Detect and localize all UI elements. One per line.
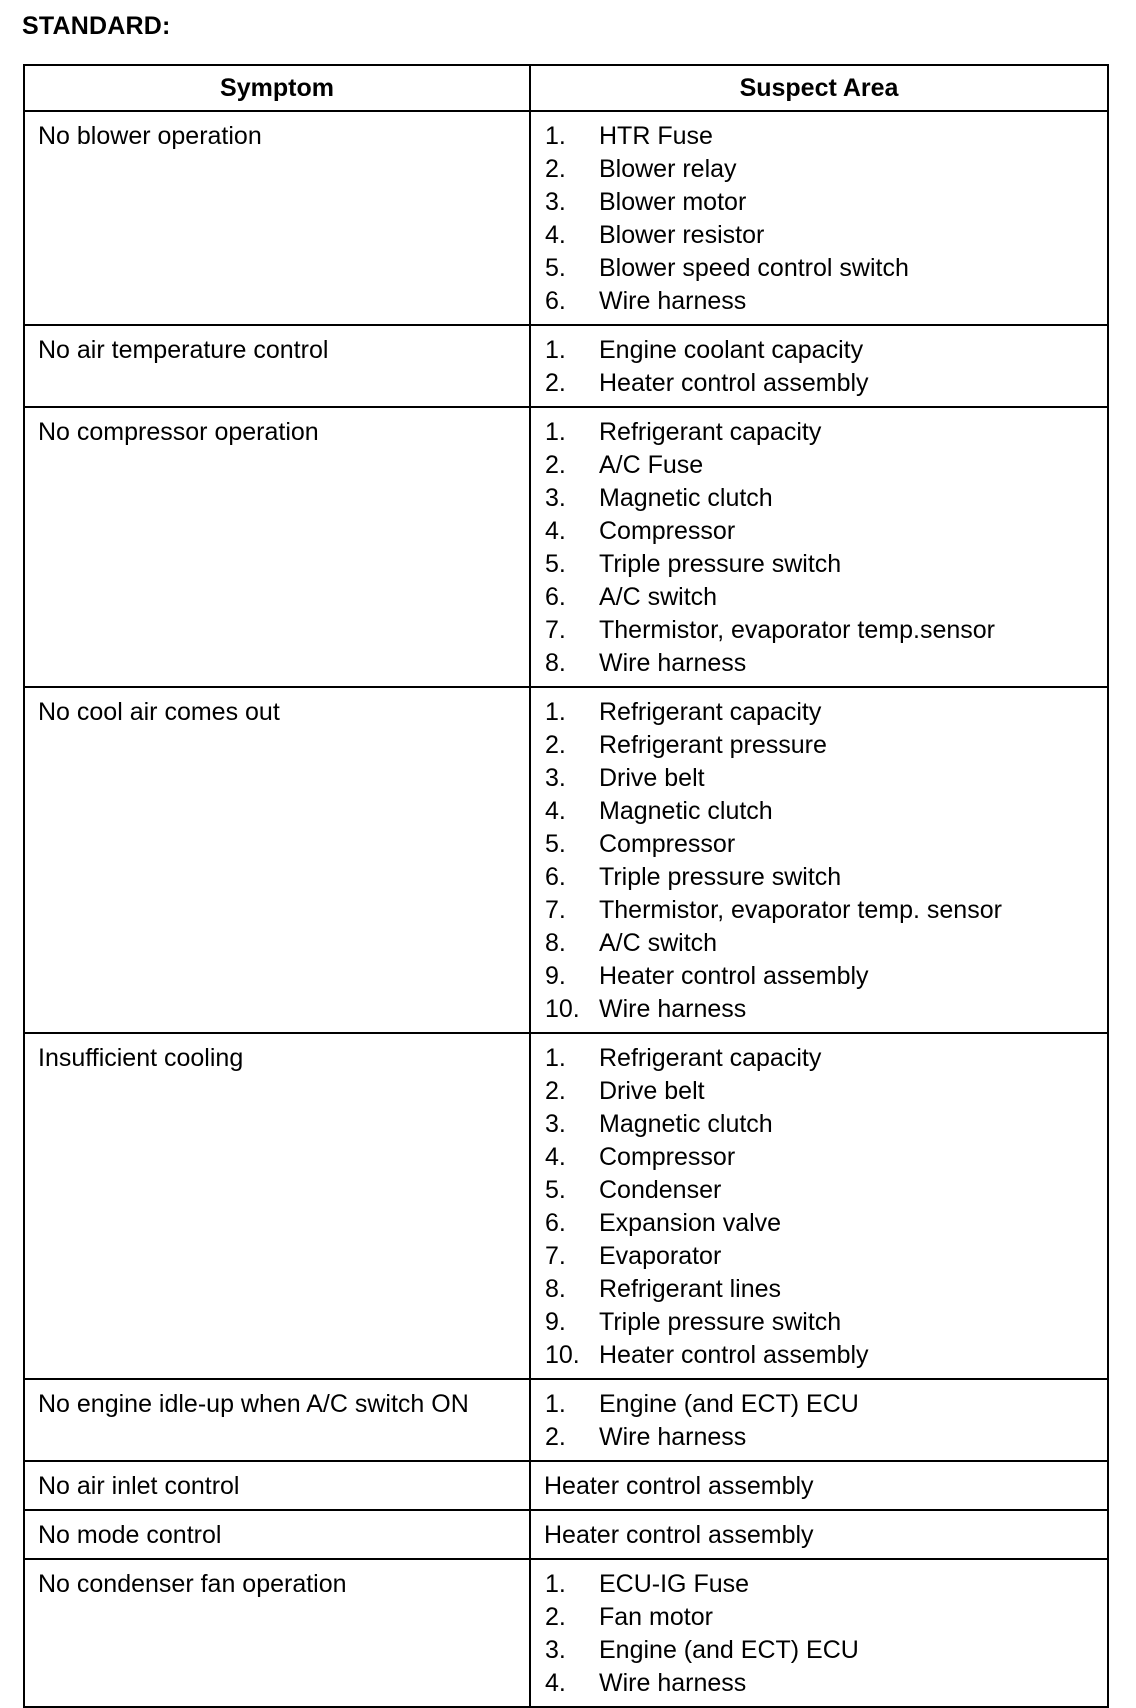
table-row bbox=[24, 407, 1108, 687]
suspect-area-cell: Heater control assembly bbox=[530, 1461, 1108, 1510]
item-text: Magnetic clutch bbox=[599, 1110, 773, 1138]
item-number: 8. bbox=[545, 929, 566, 957]
item-text: Triple pressure switch bbox=[599, 1308, 842, 1336]
item-number: 2. bbox=[545, 1423, 566, 1451]
suspect-area-item bbox=[531, 1207, 1099, 1240]
item-text: Refrigerant capacity bbox=[599, 698, 822, 726]
item-number: 2. bbox=[545, 1603, 566, 1631]
suspect-area-item bbox=[531, 1306, 1099, 1339]
table-header-row bbox=[24, 65, 1108, 111]
item-number: 9. bbox=[545, 962, 566, 990]
item-text: Evaporator bbox=[599, 1242, 722, 1270]
suspect-area-item bbox=[531, 795, 1099, 828]
symptom-cell: No blower operation bbox=[24, 111, 530, 325]
item-text: Expansion valve bbox=[599, 1209, 782, 1237]
item-text: Wire harness bbox=[599, 995, 747, 1023]
item-number: 8. bbox=[545, 1275, 566, 1303]
item-text: Refrigerant capacity bbox=[599, 418, 822, 446]
suspect-area-cell: Heater control assembly bbox=[530, 1510, 1108, 1559]
item-text: Engine (and ECT) ECU bbox=[599, 1636, 859, 1664]
item-number: 4. bbox=[545, 221, 566, 249]
suspect-area-list bbox=[531, 120, 1099, 318]
suspect-area-item bbox=[531, 548, 1099, 581]
item-number: 5. bbox=[545, 830, 566, 858]
suspect-area-item bbox=[531, 1042, 1099, 1075]
symptom-cell: No air temperature control bbox=[24, 325, 530, 407]
suspect-area-item bbox=[531, 1273, 1099, 1306]
item-text: Heater control assembly bbox=[599, 369, 869, 397]
item-text: Wire harness bbox=[599, 1669, 747, 1697]
table-row bbox=[24, 1461, 1108, 1510]
item-text: Refrigerant pressure bbox=[599, 731, 827, 759]
suspect-area-item bbox=[531, 762, 1099, 795]
item-text: Blower speed control switch bbox=[599, 254, 909, 282]
item-number: 2. bbox=[545, 369, 566, 397]
item-text: Drive belt bbox=[599, 1077, 705, 1105]
symptom-cell: No condenser fan operation bbox=[24, 1559, 530, 1707]
item-number: 8. bbox=[545, 649, 566, 677]
suspect-area-item bbox=[531, 960, 1099, 993]
suspect-area-item bbox=[531, 1421, 1099, 1454]
item-number: 1. bbox=[545, 1390, 566, 1418]
item-number: 6. bbox=[545, 1209, 566, 1237]
suspect-area-item bbox=[531, 614, 1099, 647]
suspect-area-list bbox=[531, 334, 1099, 400]
suspect-area-item bbox=[531, 367, 1099, 400]
suspect-area-cell bbox=[530, 1379, 1108, 1461]
suspect-area-item bbox=[531, 1667, 1099, 1700]
item-text: ECU-IG Fuse bbox=[599, 1570, 750, 1598]
suspect-area-item bbox=[531, 927, 1099, 960]
suspect-area-item bbox=[531, 120, 1099, 153]
suspect-area-item bbox=[531, 449, 1099, 482]
item-text: Compressor bbox=[599, 517, 736, 545]
symptom-cell: No engine idle-up when A/C switch ON bbox=[24, 1379, 530, 1461]
symptom-cell: No air inlet control bbox=[24, 1461, 530, 1510]
table-row bbox=[24, 1510, 1108, 1559]
suspect-area-item bbox=[531, 1240, 1099, 1273]
item-text: Wire harness bbox=[599, 649, 747, 677]
suspect-area-item bbox=[531, 219, 1099, 252]
item-text: Thermistor, evaporator temp. sensor bbox=[599, 896, 1002, 924]
suspect-area-item bbox=[531, 1339, 1099, 1372]
table-row bbox=[24, 1379, 1108, 1461]
suspect-area-item bbox=[531, 1634, 1099, 1667]
item-text: Refrigerant lines bbox=[599, 1275, 782, 1303]
item-text: Refrigerant capacity bbox=[599, 1044, 822, 1072]
item-text: Heater control assembly bbox=[599, 962, 869, 990]
item-text: HTR Fuse bbox=[599, 122, 713, 150]
suspect-area-cell bbox=[530, 407, 1108, 687]
item-text: Compressor bbox=[599, 1143, 736, 1171]
suspect-area-column-header: Suspect Area bbox=[530, 65, 1108, 111]
table-body bbox=[24, 111, 1108, 1707]
suspect-area-cell bbox=[530, 687, 1108, 1033]
table-row bbox=[24, 687, 1108, 1033]
item-number: 6. bbox=[545, 863, 566, 891]
item-number: 5. bbox=[545, 254, 566, 282]
item-number: 3. bbox=[545, 1636, 566, 1664]
suspect-area-item bbox=[531, 1141, 1099, 1174]
item-number: 1. bbox=[545, 1570, 566, 1598]
suspect-area-item bbox=[531, 581, 1099, 614]
item-number: 10. bbox=[545, 995, 580, 1023]
item-number: 7. bbox=[545, 1242, 566, 1270]
item-number: 1. bbox=[545, 418, 566, 446]
item-number: 2. bbox=[545, 731, 566, 759]
item-text: Engine coolant capacity bbox=[599, 336, 864, 364]
table-row bbox=[24, 325, 1108, 407]
item-number: 1. bbox=[545, 698, 566, 726]
suspect-area-item bbox=[531, 515, 1099, 548]
suspect-area-item bbox=[531, 1075, 1099, 1108]
suspect-area-list bbox=[531, 1568, 1099, 1700]
item-text: Drive belt bbox=[599, 764, 705, 792]
suspect-area-cell bbox=[530, 325, 1108, 407]
symptom-cell: No compressor operation bbox=[24, 407, 530, 687]
symptom-column-header: Symptom bbox=[24, 65, 530, 111]
item-number: 1. bbox=[545, 1044, 566, 1072]
table-row bbox=[24, 111, 1108, 325]
item-number: 2. bbox=[545, 1077, 566, 1105]
suspect-area-item bbox=[531, 153, 1099, 186]
item-text: Engine (and ECT) ECU bbox=[599, 1390, 859, 1418]
item-number: 2. bbox=[545, 451, 566, 479]
suspect-area-item bbox=[531, 416, 1099, 449]
item-number: 10. bbox=[545, 1341, 580, 1369]
suspect-area-item bbox=[531, 1601, 1099, 1634]
item-text: Magnetic clutch bbox=[599, 484, 773, 512]
item-text: Fan motor bbox=[599, 1603, 713, 1631]
item-text: Triple pressure switch bbox=[599, 863, 842, 891]
suspect-area-item bbox=[531, 1568, 1099, 1601]
suspect-area-item bbox=[531, 696, 1099, 729]
table-row bbox=[24, 1559, 1108, 1707]
item-number: 4. bbox=[545, 1143, 566, 1171]
symptom-cell: No mode control bbox=[24, 1510, 530, 1559]
item-text: Thermistor, evaporator temp.sensor bbox=[599, 616, 995, 644]
suspect-area-item bbox=[531, 482, 1099, 515]
suspect-area-item bbox=[531, 993, 1099, 1026]
item-number: 4. bbox=[545, 797, 566, 825]
item-text: Triple pressure switch bbox=[599, 550, 842, 578]
suspect-area-item bbox=[531, 1108, 1099, 1141]
suspect-area-item bbox=[531, 647, 1099, 680]
item-number: 6. bbox=[545, 287, 566, 315]
item-number: 7. bbox=[545, 616, 566, 644]
item-number: 5. bbox=[545, 550, 566, 578]
item-number: 4. bbox=[545, 1669, 566, 1697]
symptom-cell: No cool air comes out bbox=[24, 687, 530, 1033]
suspect-area-item bbox=[531, 828, 1099, 861]
suspect-area-cell bbox=[530, 111, 1108, 325]
item-text: Compressor bbox=[599, 830, 736, 858]
item-text: Wire harness bbox=[599, 1423, 747, 1451]
item-text: A/C Fuse bbox=[599, 451, 704, 479]
item-number: 3. bbox=[545, 1110, 566, 1138]
suspect-area-item bbox=[531, 1174, 1099, 1207]
table-row bbox=[24, 1033, 1108, 1379]
item-number: 4. bbox=[545, 517, 566, 545]
item-number: 1. bbox=[545, 336, 566, 364]
suspect-area-list bbox=[531, 416, 1099, 680]
suspect-area-item bbox=[531, 252, 1099, 285]
symptom-cell: Insufficient cooling bbox=[24, 1033, 530, 1379]
suspect-area-cell bbox=[530, 1559, 1108, 1707]
troubleshooting-table bbox=[23, 64, 1109, 1708]
item-text: Wire harness bbox=[599, 287, 747, 315]
item-text: Blower motor bbox=[599, 188, 747, 216]
item-number: 2. bbox=[545, 155, 566, 183]
item-text: Blower resistor bbox=[599, 221, 765, 249]
suspect-area-item bbox=[531, 186, 1099, 219]
suspect-area-cell bbox=[530, 1033, 1108, 1379]
item-number: 3. bbox=[545, 764, 566, 792]
suspect-area-item bbox=[531, 285, 1099, 318]
item-text: Condenser bbox=[599, 1176, 722, 1204]
suspect-area-list bbox=[531, 1388, 1099, 1454]
suspect-area-item bbox=[531, 334, 1099, 367]
suspect-area-list bbox=[531, 1042, 1099, 1372]
suspect-area-item bbox=[531, 861, 1099, 894]
suspect-area-list bbox=[531, 696, 1099, 1026]
item-number: 3. bbox=[545, 484, 566, 512]
section-heading: STANDARD: bbox=[22, 12, 171, 40]
item-number: 9. bbox=[545, 1308, 566, 1336]
item-text: A/C switch bbox=[599, 929, 718, 957]
suspect-area-item bbox=[531, 894, 1099, 927]
item-text: A/C switch bbox=[599, 583, 718, 611]
item-text: Magnetic clutch bbox=[599, 797, 773, 825]
suspect-area-item bbox=[531, 1388, 1099, 1421]
item-number: 1. bbox=[545, 122, 566, 150]
item-number: 7. bbox=[545, 896, 566, 924]
item-number: 3. bbox=[545, 188, 566, 216]
item-text: Heater control assembly bbox=[599, 1341, 869, 1369]
item-number: 6. bbox=[545, 583, 566, 611]
item-text: Blower relay bbox=[599, 155, 737, 183]
suspect-area-item bbox=[531, 729, 1099, 762]
item-number: 5. bbox=[545, 1176, 566, 1204]
